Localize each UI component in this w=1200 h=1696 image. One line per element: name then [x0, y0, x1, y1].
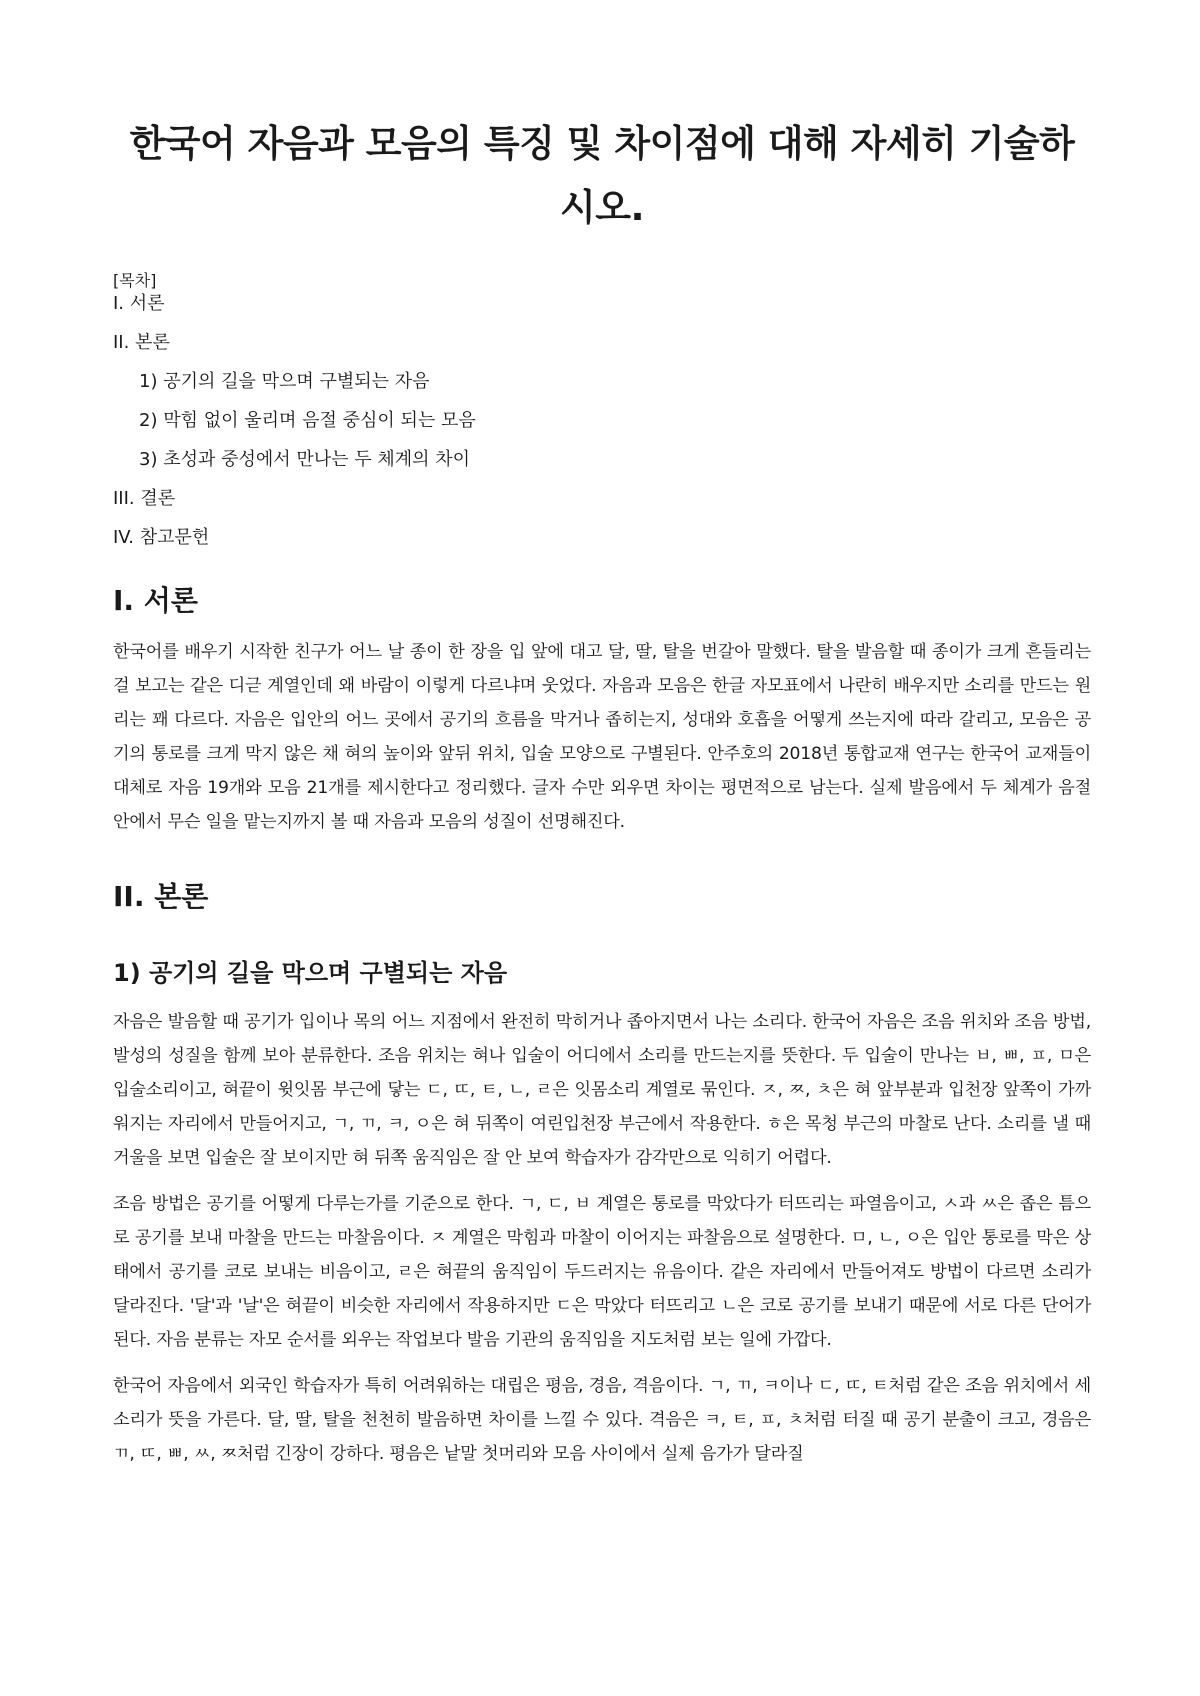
body-paragraph: 한국어 자음에서 외국인 학습자가 특히 어려워하는 대립은 평음, 경음, 격음이다. ㄱ, ㄲ, ㅋ이나 ㄷ, ㄸ, ㅌ처럼 같은 조음 위치에서 세 소리가 뜻을 가른다. 달, 딸, 탈을 천천히 발음하면 차이를 느낄 수 있다. 격음은 ㅋ, ㅌ, ㅍ, ㅊ처럼 터질 때 공기 분출이 크고, 경음은 ㄲ, ㄸ, ㅃ, ㅆ, ㅉ처럼 긴장이 강하다. 평음은 낱말 첫머리와 모음 사이에서 실제 음가가 달라질 — [113, 1376, 1091, 1464]
toc-item: III. 결론 — [113, 488, 176, 509]
document-title: 한국어 자음과 모음의 특징 및 차이점에 대해 자세히 기술하시오. — [129, 122, 1075, 229]
toc-item: IV. 참고문헌 — [113, 527, 210, 548]
toc-item: II. 본론 — [113, 332, 170, 353]
toc-item: I. 서론 — [113, 293, 165, 314]
table-of-contents — [113, 268, 1091, 551]
section-heading-body: II. 본론 — [113, 880, 209, 913]
toc-heading: [목차] — [113, 271, 157, 290]
toc-item: 2) 막힘 없이 울리며 음절 중심이 되는 모음 — [139, 410, 476, 431]
subsection-heading-consonants: 1) 공기의 길을 막으며 구별되는 자음 — [113, 959, 508, 987]
section-heading-intro: I. 서론 — [113, 584, 198, 617]
body-paragraph: 자음은 발음할 때 공기가 입이나 목의 어느 지점에서 완전히 막히거나 좁아지면서 나는 소리다. 한국어 자음은 조음 위치와 조음 방법, 발성의 성질을 함께 보아 분류한다. 조음 위치는 혀나 입술이 어디에서 소리를 만드는지를 뜻한다. 두 입술이 만나는 ㅂ, ㅃ, ㅍ, ㅁ은 입술소리이고, 혀끝이 윗잇몸 부근에 닿는 ㄷ, ㄸ, ㅌ, ㄴ, ㄹ은 잇몸소리 계열로 묶인다. ㅈ, ㅉ, ㅊ은 혀 앞부분과 입천장 앞쪽이 가까워지는 자리에서 만들어지고, ㄱ, ㄲ, ㅋ, ㅇ은 혀 뒤쪽이 여린입천장 부근에서 작용한다. ㅎ은 목청 부근의 마찰로 난다. 소리를 낼 때 거울을 보면 입술은 잘 보이지만 혀 뒤쪽 움직임은 잘 안 보여 학습자가 감각만으로 익히기 어렵다. — [113, 1012, 1091, 1168]
toc-item: 1) 공기의 길을 막으며 구별되는 자음 — [139, 371, 430, 392]
body-paragraph: 조음 방법은 공기를 어떻게 다루는가를 기준으로 한다. ㄱ, ㄷ, ㅂ 계열은 통로를 막았다가 터뜨리는 파열음이고, ㅅ과 ㅆ은 좁은 틈으로 공기를 보내 마찰을 만드는 마찰음이다. ㅈ 계열은 막힘과 마찰이 이어지는 파찰음으로 설명한다. ㅁ, ㄴ, ㅇ은 입안 통로를 막은 상태에서 공기를 코로 보내는 비음이고, ㄹ은 혀끝의 움직임이 두드러지는 유음이다. 같은 자리에서 만들어져도 방법이 다르면 소리가 달라진다. '달'과 '날'은 혀끝이 비슷한 자리에서 작용하지만 ㄷ은 막았다 터뜨리고 ㄴ은 코로 공기를 보내기 때문에 서로 다른 단어가 된다. 자음 분류는 자모 순서를 외우는 작업보다 발음 기관의 움직임을 지도처럼 보는 일에 가깝다. — [113, 1194, 1091, 1350]
intro-paragraph: 한국어를 배우기 시작한 친구가 어느 날 종이 한 장을 입 앞에 대고 달, 딸, 탈을 번갈아 말했다. 탈을 발음할 때 종이가 크게 흔들리는 걸 보고는 같은 디귿 계열인데 왜 바람이 이렇게 다르냐며 웃었다. 자음과 모음은 한글 자모표에서 나란히 배우지만 소리를 만드는 원리는 꽤 다르다. 자음은 입안의 어느 곳에서 공기의 흐름을 막거나 좁히는지, 성대와 호흡을 어떻게 쓰는지에 따라 갈리고, 모음은 공기의 통로를 크게 막지 않은 채 혀의 높이와 앞뒤 위치, 입술 모양으로 구별된다. 안주호의 2018년 통합교재 연구는 한국어 교재들이 대체로 자음 19개와 모음 21개를 제시한다고 정리했다. 글자 수만 외우면 차이는 평면적으로 남는다. 실제 발음에서 두 체계가 음절 안에서 무슨 일을 맡는지까지 볼 때 자음과 모음의 성질이 선명해진다. — [113, 642, 1091, 832]
toc-item: 3) 초성과 중성에서 만나는 두 체계의 차이 — [139, 449, 471, 470]
document-page — [113, 112, 1091, 1483]
toc-list — [113, 291, 1091, 551]
